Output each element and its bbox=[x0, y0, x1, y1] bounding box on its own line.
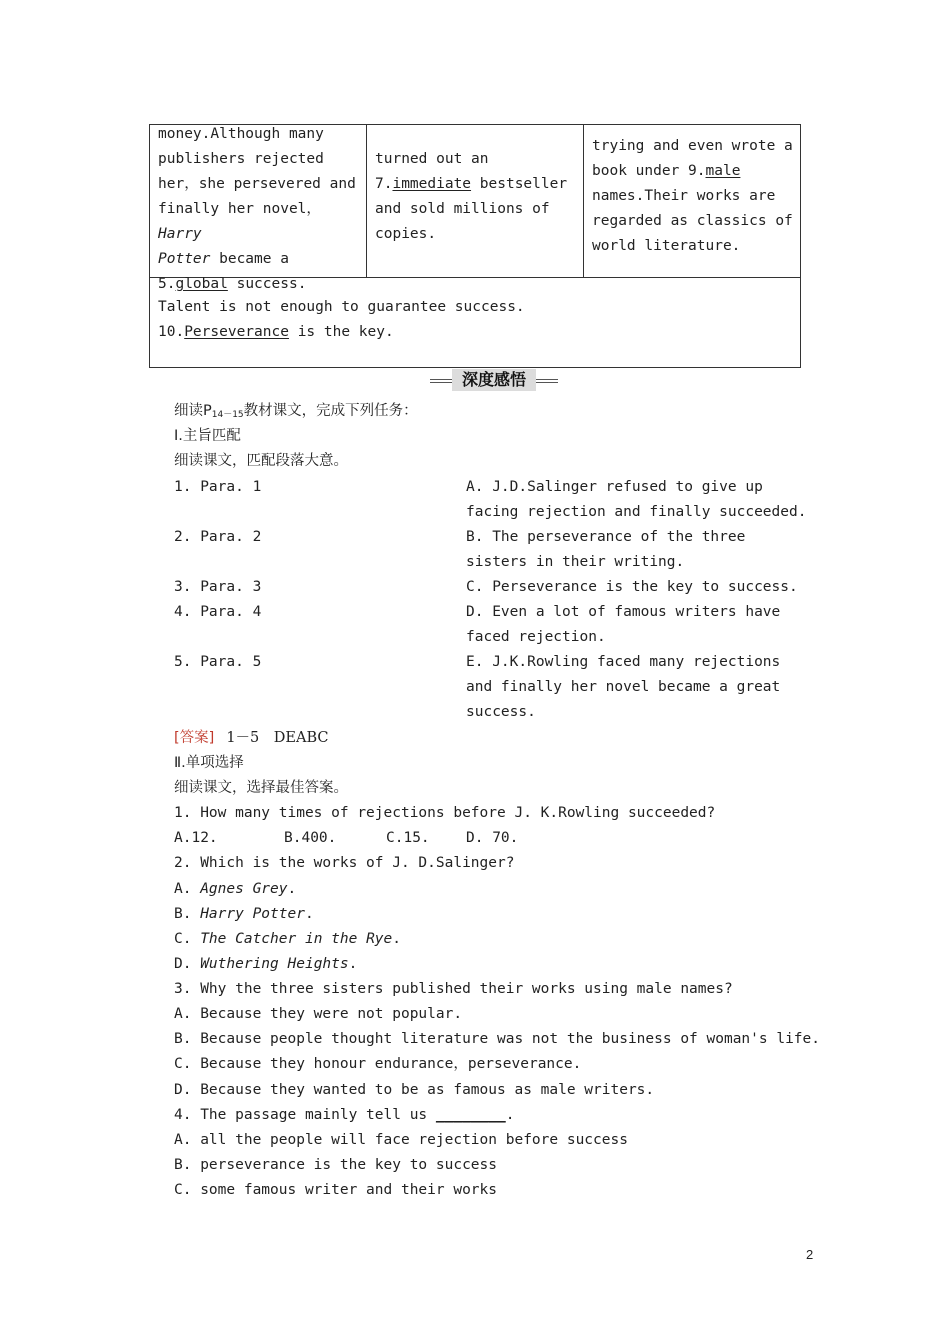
q3-option-a: A. Because they were not popular. bbox=[174, 1006, 463, 1022]
section1-title: Ⅰ.主旨匹配 bbox=[174, 428, 241, 444]
q2-option-c: C. The Catcher in the Rye. bbox=[174, 931, 401, 947]
blank: ________ bbox=[435, 1107, 506, 1123]
para-item: 1. Para. 1 bbox=[174, 479, 262, 495]
match-option-c: C. Perseverance is the key to success. bbox=[466, 579, 798, 595]
q3-option-c: C. Because they honour endurance，perseverance. bbox=[174, 1056, 582, 1072]
para-item: 2. Para. 2 bbox=[174, 529, 262, 545]
summary-table bbox=[149, 124, 801, 368]
para-item: 3. Para. 3 bbox=[174, 579, 262, 595]
section-banner bbox=[430, 369, 558, 391]
question-2: 2. Which is the works of J. D.Salinger? bbox=[174, 855, 515, 871]
q4-option-b: B. perseverance is the key to success bbox=[174, 1157, 498, 1173]
match-option-a: A. J.D.Salinger refused to give up facing rejection and finally succeeded. bbox=[466, 479, 807, 520]
para-item: 5. Para. 5 bbox=[174, 654, 262, 670]
page-number: 2 bbox=[806, 1247, 814, 1262]
answer-immediate: immediate bbox=[392, 176, 472, 192]
answer-perseverance: Perseverance bbox=[184, 324, 289, 340]
table-row bbox=[150, 125, 800, 292]
match-option-e: E. J.K.Rowling faced many rejections and finally her novel became a great success. bbox=[466, 654, 781, 720]
answer-male: male bbox=[705, 163, 741, 179]
answer-global: global bbox=[175, 276, 228, 292]
q1-option-a: A.12. bbox=[174, 830, 218, 846]
question-1: 1. How many times of rejections before J. K.Rowling succeeded? bbox=[174, 805, 716, 821]
match-option-d: D. Even a lot of famous writers have faced rejection. bbox=[466, 604, 781, 645]
table-cell-salinger: turned out an 7.immediate bestseller and sold millions of copies. bbox=[367, 125, 584, 277]
match-option-b: B. The perseverance of the three sisters in their writing. bbox=[466, 529, 746, 570]
section1-instruction: 细读课文，匹配段落大意。 bbox=[174, 453, 348, 469]
q3-option-b: B. Because people thought literature was not the business of woman's life. bbox=[174, 1031, 821, 1047]
q4-option-c: C. some famous writer and their works bbox=[174, 1182, 498, 1198]
table-row-conclusion: Talent is not enough to guarantee success. 10.Perseverance is the key. bbox=[158, 299, 525, 340]
answer-line bbox=[174, 726, 328, 751]
answer-value: 1－5 DEABC bbox=[226, 730, 329, 746]
q1-option-c: C.15. bbox=[386, 830, 430, 846]
q3-option-d: D. Because they wanted to be as famous as male writers. bbox=[174, 1082, 655, 1098]
table-cell-bronte: trying and even wrote a book under 9.male names.Their works are regarded as classics of world literature. bbox=[592, 138, 793, 254]
section2-instruction: 细读课文，选择最佳答案。 bbox=[174, 780, 348, 796]
q4-option-a: A. all the people will face rejection before success bbox=[174, 1132, 628, 1148]
section2-title: Ⅱ.单项选择 bbox=[174, 755, 244, 771]
q1-option-b: B.400. bbox=[284, 830, 337, 846]
q2-option-a: A. Agnes Grey. bbox=[174, 881, 297, 897]
q1-option-d: D. 70. bbox=[466, 830, 519, 846]
question-3: 3. Why the three sisters published their works using male names? bbox=[174, 981, 733, 997]
answer-label: [答案] bbox=[174, 730, 215, 746]
q2-option-b: B. Harry Potter. bbox=[174, 906, 314, 922]
task-intro: 细读$P_{14-15}$教材课文，完成下列任务： bbox=[174, 403, 418, 420]
banner-label: 深度感悟 bbox=[452, 369, 536, 391]
table-cell-rowling: money.Although many publishers rejected her，she persevered and finally her novel，Harry Potter became a 5.global success. bbox=[150, 125, 367, 277]
para-item: 4. Para. 4 bbox=[174, 604, 262, 620]
question-4: 4. The passage mainly tell us ________. bbox=[174, 1107, 515, 1123]
q2-option-d: D. Wuthering Heights. bbox=[174, 956, 358, 972]
